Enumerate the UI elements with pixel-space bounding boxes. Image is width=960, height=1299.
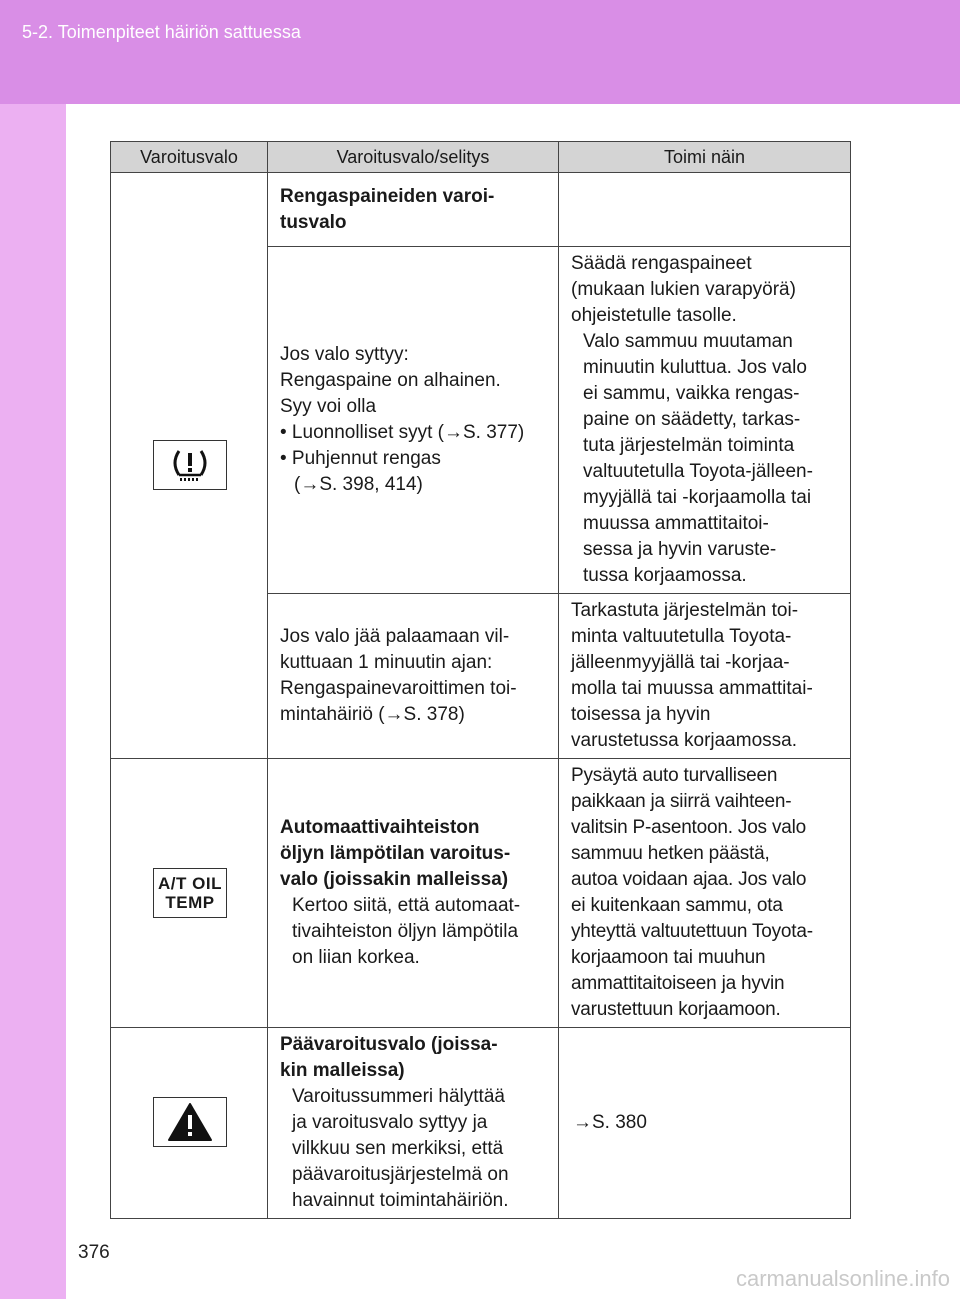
master-warning-icon-cell — [111, 1028, 268, 1219]
tire-pressure-fault-description: Jos valo jää palaamaan vil- kuttuaan 1 minuutin ajan: Rengaspainevaroittimen toi- mintahäiriö (→S. 378) — [268, 594, 559, 759]
tire-pressure-low-action — [559, 247, 851, 594]
at-oil-note: Kertoo siitä, että automaat- tivaihteiston öljyn lämpötila on liian korkea. — [292, 895, 521, 968]
description-line: Jos valo syttyy: — [280, 344, 409, 365]
action-lead: Säädä rengaspaineet (mukaan lukien varapyörä) ohjeistetulle tasolle. — [571, 253, 796, 326]
master-warning-icon — [153, 1097, 227, 1147]
master-warning-action: →S. 380 — [559, 1028, 851, 1219]
tire-pressure-low-description — [268, 247, 559, 594]
column-header: Varoitusvalo/selitys — [268, 142, 559, 173]
bullet-item: • Luonnolliset syyt (→S. 377) — [280, 422, 525, 443]
table-header-row — [111, 142, 851, 173]
watermark: carmanualsonline.info — [735, 1266, 950, 1291]
description-line: Syy voi olla — [280, 396, 377, 417]
master-warning-icon-shape — [167, 1102, 213, 1142]
table-row — [111, 759, 851, 1028]
action-note: Valo sammuu muutaman minuutin kuluttua. Jos valo ei sammu, vaikka rengas- paine on säädetty, tarkas- tuta järjestelmän toiminta valtuutetulla Toyota-jälleen- myyjällä tai -korjaamolla tai muussa ammattitaitoi- sessa ja hyvin varuste- tussa korjaamossa. — [583, 331, 813, 586]
tire-pressure-fault-action: Tarkastuta järjestelmän toi- minta valtuutetulla Toyota- jälleenmyyjällä tai -korjaa- molla tai muussa ammattitai- toisessa ja hyvin varustetussa korjaamossa. — [559, 594, 851, 759]
warning-light-table — [110, 141, 851, 1219]
at-oil-title: Automaattivaihteiston öljyn lämpötilan varoitus- valo (joissakin malleissa) — [280, 817, 511, 890]
at-oil-icon-text: TEMP — [165, 893, 215, 912]
at-oil-icon-cell — [111, 759, 268, 1028]
section-title: 5-2. Toimenpiteet häiriön sattuessa — [22, 22, 301, 42]
description-line: Rengaspaine on alhainen. — [280, 370, 501, 391]
master-warning-title: Päävaroitusvalo (joissa- kin malleissa) — [280, 1034, 498, 1081]
table-row — [111, 173, 851, 247]
header-band — [0, 0, 960, 104]
master-warning-note: Varoitussummeri hälyttää ja varoitusvalo syttyy ja vilkkuu sen merkiksi, että päävaroitusjärjestelmä on havainnut toimintahäiriön. — [292, 1086, 509, 1211]
column-header: Varoitusvalo — [111, 142, 268, 173]
side-band — [0, 104, 66, 1299]
master-warning-description — [268, 1028, 559, 1219]
tire-pressure-warning-icon-shape — [167, 447, 213, 483]
column-header: Toimi näin — [559, 142, 851, 173]
at-oil-description — [268, 759, 559, 1028]
at-oil-action: Pysäytä auto turvalliseen paikkaan ja siirrä vaihteen- valitsin P-asentoon. Jos valo sammuu hetken päästä, autoa voidaan ajaa. Jos valo ei kuitenkaan sammu, ota yhteyttä valtuutettuun Toyota- korjaamoon tai muuhun ammattitaitoiseen ja hyvin varustettuun korjaamoon. — [559, 759, 851, 1028]
bullet-item: • Puhjennut rengas (→S. 398, 414) — [280, 448, 441, 495]
at-oil-temp-icon — [153, 868, 227, 918]
tire-pressure-title-action — [559, 173, 851, 247]
page-number: 376 — [78, 1242, 110, 1263]
table-row — [111, 1028, 851, 1219]
at-oil-icon-text: A/T OIL — [158, 874, 222, 893]
tire-pressure-title: Rengaspaineiden varoi- tusvalo — [268, 173, 559, 247]
tire-pressure-icon-cell — [111, 173, 268, 759]
tire-pressure-warning-icon — [153, 440, 227, 490]
